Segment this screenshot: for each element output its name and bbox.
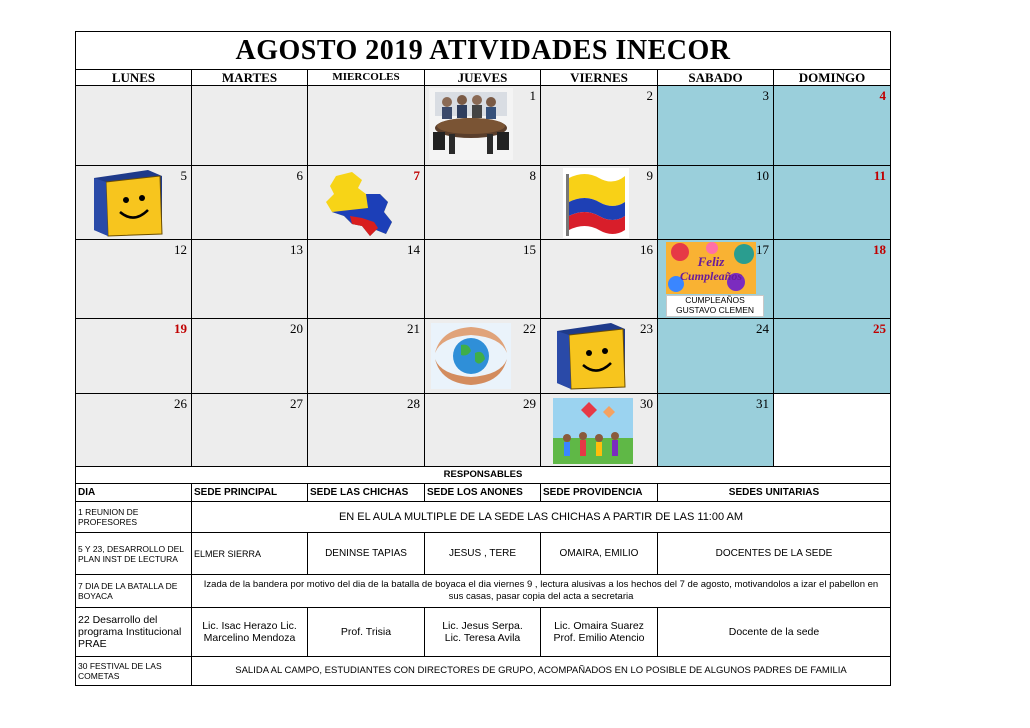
row-cell: OMAIRA, EMILIO [541, 533, 658, 574]
day-cell [774, 240, 890, 319]
day-number: 4 [879, 88, 886, 103]
day-cell [658, 166, 774, 240]
day-number: 10 [756, 168, 769, 183]
day-cell [76, 86, 192, 166]
day-number: 16 [640, 242, 653, 257]
day-number: 14 [407, 242, 420, 257]
day-cell [76, 166, 192, 240]
row-cell: JESUS , TERE [425, 533, 541, 574]
row-cell: ELMER SIERRA [192, 533, 308, 574]
smiling-book-icon [90, 168, 166, 238]
day-cell [308, 240, 425, 319]
day-number: 29 [523, 396, 536, 411]
calendar-title: AGOSTO 2019 ATIVIDADES INECOR [76, 32, 890, 70]
weekday-wednesday: MIERCOLES [308, 69, 425, 86]
day-cell [658, 394, 774, 467]
responsables-header-row [76, 467, 890, 484]
row-merged-text: Izada de la bandera por motivo del dia de la batalla de boyaca el dia viernes 9 , lectura alusivas a los hechos del 7 de agosto, motivandolos a izar el pabellon en sus casas, pasar copia del acta a secretaria [203, 579, 879, 602]
row-cell: Lic. Isac Herazo Lic. Marcelino Mendoza [192, 608, 308, 656]
day-cell [541, 394, 658, 467]
day-number: 20 [290, 321, 303, 336]
day-cell [192, 240, 308, 319]
birthday-card-word-feliz: Feliz [697, 254, 725, 269]
row-cell: DENINSE TAPIAS [308, 533, 425, 574]
day-number: 22 [523, 321, 536, 336]
row-cell: Lic. Omaira Suarez Prof. Emilio Atencio [541, 608, 658, 656]
day-cell [308, 166, 425, 240]
day-cell [774, 166, 890, 240]
day-number: 12 [174, 242, 187, 257]
day-cell [541, 240, 658, 319]
day-cell [541, 86, 658, 166]
day-number: 15 [523, 242, 536, 257]
day-number: 8 [529, 168, 536, 183]
day-cell [76, 319, 192, 394]
weekday-monday: LUNES [76, 69, 192, 86]
table-row [76, 657, 890, 685]
column-header-dia: DIA [76, 484, 192, 501]
row-dia: 1 REUNION DE PROFESORES [76, 502, 192, 532]
day-number: 30 [640, 396, 653, 411]
day-number: 11 [873, 168, 886, 183]
day-cell [541, 166, 658, 240]
column-header-sede-los-anones: SEDE LOS ANONES [425, 484, 541, 501]
responsables-title: RESPONSABLES [443, 469, 523, 480]
day-cell [308, 86, 425, 166]
day-cell [658, 240, 774, 319]
day-number: 31 [756, 396, 769, 411]
row-dia: 7 DIA DE LA BATALLA DE BOYACA [76, 575, 192, 607]
weekday-friday: VIERNES [541, 69, 658, 86]
column-header-sede-las-chichas: SEDE LAS CHICHAS [308, 484, 425, 501]
day-cell [774, 86, 890, 166]
day-number: 26 [174, 396, 187, 411]
earth-hands-icon [431, 323, 511, 389]
row-cell: Prof. Trisia [308, 608, 425, 656]
table-row [76, 608, 890, 657]
row-dia: 5 Y 23, DESARROLLO DEL PLAN INST DE LECTURA [76, 533, 192, 574]
birthday-card-word-cumpleanos: Cumpleaños [679, 269, 743, 283]
row-cell: DOCENTES DE LA SEDE [715, 547, 833, 559]
day-cell [425, 394, 541, 467]
responsables-columns-row [76, 484, 890, 502]
day-cell [76, 394, 192, 467]
row-cell: Docente de la sede [728, 626, 820, 638]
smiling-book-icon [553, 321, 629, 391]
day-number: 3 [762, 88, 769, 103]
birthday-note: CUMPLEAÑOS GUSTAVO CLEMEN [666, 295, 764, 317]
weekday-sunday: DOMINGO [774, 69, 890, 86]
day-number: 19 [174, 321, 187, 336]
day-cell [774, 394, 890, 467]
row-dia: 30 FESTIVAL DE LAS COMETAS [76, 657, 192, 685]
day-cell [192, 86, 308, 166]
day-number: 18 [873, 242, 886, 257]
row-merged-text: EN EL AULA MULTIPLE DE LA SEDE LAS CHICHAS A PARTIR DE LAS 11:00 AM [338, 511, 744, 523]
day-number: 27 [290, 396, 303, 411]
calendar-sheet [75, 31, 891, 686]
day-cell [425, 240, 541, 319]
weekday-saturday: SABADO [658, 69, 774, 86]
day-number: 2 [646, 88, 653, 103]
day-number: 24 [756, 321, 769, 336]
day-cell [425, 86, 541, 166]
colombia-map-icon [322, 172, 398, 238]
day-cell [658, 319, 774, 394]
day-cell [774, 319, 890, 394]
table-row [76, 502, 890, 533]
day-cell [76, 240, 192, 319]
column-header-sede-principal: SEDE PRINCIPAL [192, 484, 308, 501]
table-row [76, 533, 890, 575]
day-cell [425, 166, 541, 240]
day-number: 5 [180, 168, 187, 183]
day-cell [192, 319, 308, 394]
weekday-tuesday: MARTES [192, 69, 308, 86]
row-dia: 22 Desarrollo del programa Institucional PRAE [76, 608, 192, 656]
row-cell: Lic. Jesus Serpa. Lic. Teresa Avila [425, 608, 541, 656]
table-row [76, 575, 890, 608]
day-number: 9 [646, 168, 653, 183]
day-number: 28 [407, 396, 420, 411]
day-number: 7 [413, 168, 420, 183]
day-cell [308, 319, 425, 394]
meeting-table-icon [429, 88, 513, 160]
day-cell [308, 394, 425, 467]
day-cell [192, 394, 308, 467]
day-cell [425, 319, 541, 394]
day-number: 1 [529, 88, 536, 103]
row-merged-text: SALIDA AL CAMPO, ESTUDIANTES CON DIRECTORES DE GRUPO, ACOMPAÑADOS EN LO POSIBLE DE ALGUNOS PADRES DE FAMILIA [235, 665, 847, 676]
birthday-card-icon [666, 242, 756, 294]
day-number: 13 [290, 242, 303, 257]
day-cell [658, 86, 774, 166]
day-cell [541, 319, 658, 394]
day-number: 17 [756, 242, 769, 257]
day-cell [192, 166, 308, 240]
weekday-thursday: JUEVES [425, 69, 541, 86]
column-header-sede-providencia: SEDE PROVIDENCIA [541, 484, 658, 501]
day-number: 23 [640, 321, 653, 336]
day-number: 25 [873, 321, 886, 336]
column-header-sedes-unitarias: SEDES UNITARIAS [728, 486, 820, 498]
day-number: 21 [407, 321, 420, 336]
colombia-flag-icon [563, 168, 629, 238]
kite-festival-icon [553, 398, 633, 464]
day-number: 6 [296, 168, 303, 183]
